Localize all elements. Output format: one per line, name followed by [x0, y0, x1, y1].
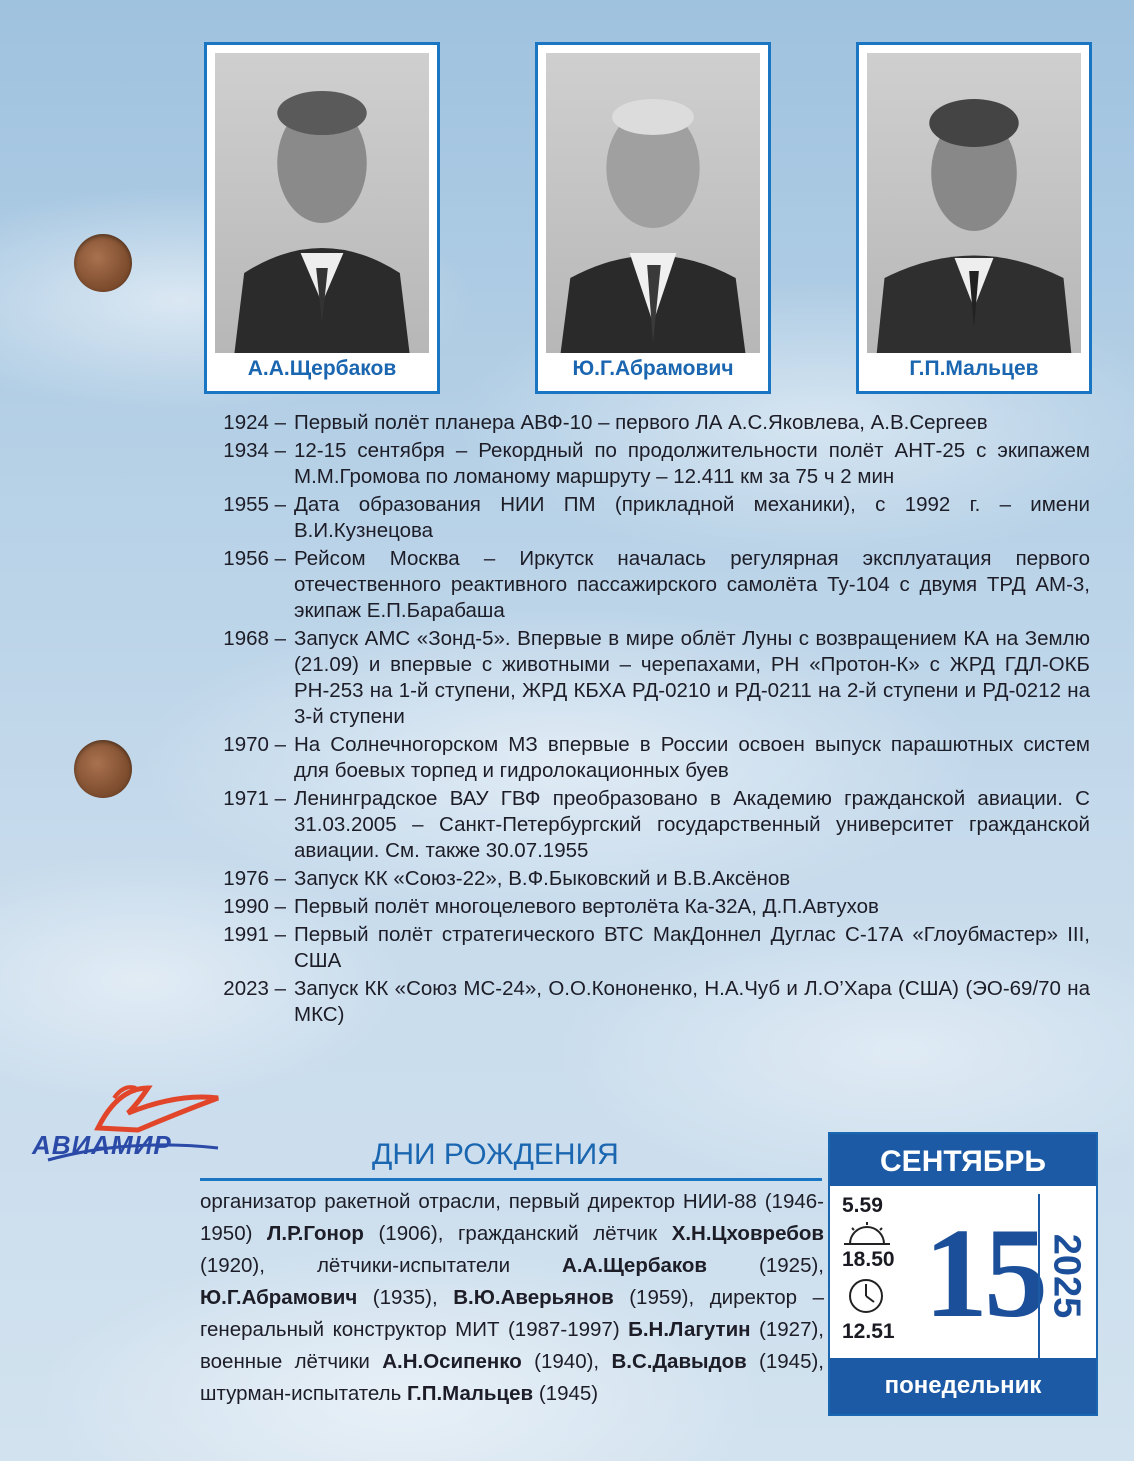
- event-year: 1991 –: [223, 923, 286, 946]
- event-item: [200, 492, 1090, 544]
- birthday-name: В.С.Давыдов: [611, 1350, 747, 1373]
- calendar-weekday: понедельник: [830, 1358, 1096, 1414]
- birthday-text: (1935),: [357, 1286, 454, 1309]
- event-year: 1968 –: [223, 627, 286, 650]
- event-year: 1956 –: [223, 547, 286, 570]
- event-text: Дата образования НИИ ПМ (прикладной механики), с 1992 г. – имени В.И.Кузнецова: [294, 493, 1090, 542]
- birthday-name: Г.П.Мальцев: [407, 1382, 534, 1405]
- logo-text: АВИАМИР: [32, 1130, 172, 1160]
- birthday-text: (1959), директор – генеральный конструктор МИТ (1987-1997): [200, 1286, 824, 1341]
- calendar-month: СЕНТЯБРЬ: [830, 1134, 1096, 1186]
- event-text: На Солнечногорском МЗ впервые в России освоен выпуск парашютных систем для боевых торпед и гидролокационных буев: [294, 733, 1090, 782]
- birthdays-divider: [200, 1178, 822, 1181]
- portrait-card-2: [535, 42, 771, 394]
- portrait-photo-1: [215, 53, 429, 353]
- birthday-name: А.Н.Осипенко: [382, 1350, 522, 1373]
- day-length: 12.51: [842, 1320, 895, 1343]
- portrait-card-1: [204, 42, 440, 394]
- portrait-figure-1: [215, 53, 429, 353]
- event-year: 1990 –: [223, 895, 286, 918]
- sunset-time: 18.50: [842, 1248, 895, 1271]
- event-item: [200, 894, 1090, 920]
- event-year: 1970 –: [223, 733, 286, 756]
- event-item: [200, 786, 1090, 864]
- birthdays-title: ДНИ РОЖДЕНИЯ: [372, 1138, 619, 1171]
- sunrise-time: 5.59: [842, 1194, 883, 1217]
- event-year: 2023 –: [223, 977, 286, 1000]
- event-year: 1976 –: [223, 867, 286, 890]
- event-text: 12-15 сентября – Рекордный по продолжительности полёт АНТ-25 с экипажем М.М.Громова по ломаному маршруту – 12.411 км за 75 ч 2 мин: [294, 439, 1090, 488]
- event-year: 1955 –: [223, 493, 286, 516]
- event-item: [200, 546, 1090, 624]
- birthday-text: (1906), гражданский лётчик: [363, 1222, 672, 1245]
- birthday-text: (1925),: [707, 1254, 824, 1277]
- event-text: Запуск АМС «Зонд-5». Впервые в мире облёт Луны с возвращением КА на Землю (21.09) и впервые с животными – черепахами, РН «Протон-К» с ЖРД ГДЛ-ОКБ РН-253 на 1-й ступени, ЖРД КБХА РД-0210 и РД-0211 на 2-й ступени и РД-0212 на 3-й ступени: [294, 627, 1090, 728]
- calendar-block: [828, 1132, 1098, 1416]
- event-year: 1971 –: [223, 787, 286, 810]
- sun-horizon-icon: [842, 1220, 892, 1246]
- event-text: Первый полёт планера АВФ-10 – первого ЛА А.С.Яковлева, А.В.Сергеев: [294, 411, 988, 434]
- birthday-text: (1920), лётчики-испытатели: [200, 1254, 563, 1277]
- portrait-figure-2: [546, 53, 760, 353]
- event-item: [200, 410, 1090, 436]
- events-list: [200, 410, 1090, 1030]
- portrait-photo-2: [546, 53, 760, 353]
- portrait-card-3: [856, 42, 1092, 394]
- binder-hole-bottom: [74, 740, 132, 798]
- event-text: Первый полёт стратегического ВТС МакДоннел Дуглас С-17А «Глоубмастер» III, США: [294, 923, 1090, 972]
- birthday-name: Б.Н.Лагутин: [628, 1318, 751, 1341]
- portrait-photo-3: [867, 53, 1081, 353]
- calendar-year-box: [1038, 1194, 1092, 1358]
- birthday-text: организатор ракетной отрасли, первый директор НИИ-88 (1946-1950): [200, 1190, 824, 1245]
- event-item: [200, 976, 1090, 1028]
- event-text: Запуск КК «Союз МС-24», О.О.Кононенко, Н.А.Чуб и Л.О’Хара (США) (ЭО-69/70 на МКС): [294, 977, 1090, 1026]
- birthdays-text: [200, 1186, 824, 1410]
- sun-info: [842, 1194, 895, 1344]
- event-item: [200, 438, 1090, 490]
- birthday-name: А.А.Щербаков: [562, 1254, 708, 1277]
- event-item: [200, 626, 1090, 730]
- event-item: [200, 732, 1090, 784]
- birthday-name: В.Ю.Аверьянов: [453, 1286, 614, 1309]
- birthday-name: Х.Н.Цховребов: [671, 1222, 824, 1245]
- event-item: [200, 866, 1090, 892]
- calendar-day: 15: [924, 1202, 1044, 1344]
- event-text: Запуск КК «Союз-22», В.Ф.Быковский и В.В.Аксёнов: [294, 867, 791, 890]
- birthday-text: (1945): [533, 1382, 599, 1405]
- binder-hole-top: [74, 234, 132, 292]
- portrait-figure-3: [867, 53, 1081, 353]
- birthday-name: Ю.Г.Абрамович: [200, 1286, 358, 1309]
- birthday-text: (1940),: [521, 1350, 612, 1373]
- portrait-caption-3: Г.П.Мальцев: [909, 357, 1039, 380]
- event-text: Первый полёт многоцелевого вертолёта Ка-32А, Д.П.Автухов: [294, 895, 879, 918]
- birthday-text: (1945), штурман-испытатель: [200, 1350, 824, 1405]
- event-year: 1934 –: [223, 439, 286, 462]
- birthday-name: Л.Р.Гонор: [266, 1222, 364, 1245]
- portrait-caption-1: А.А.Щербаков: [247, 357, 397, 380]
- event-text: Рейсом Москва – Иркутск началась регулярная эксплуатация первого отечественного реактивного пассажирского самолёта Ту-104 с двумя ТРД АМ-3, экипаж Е.П.Барабаша: [294, 547, 1090, 622]
- birthday-text: (1927), военные лётчики: [200, 1318, 824, 1373]
- clock-icon: [846, 1276, 886, 1316]
- calendar-year: 2025: [1045, 1233, 1088, 1319]
- event-text: Ленинградское ВАУ ГВФ преобразовано в Академию гражданской авиации. С 31.03.2005 – Санкт-Петербургский государственный университет гражданской авиации. См. также 30.07.1955: [294, 787, 1090, 862]
- event-year: 1924 –: [223, 411, 286, 434]
- event-item: [200, 922, 1090, 974]
- portrait-caption-2: Ю.Г.Абрамович: [572, 357, 734, 380]
